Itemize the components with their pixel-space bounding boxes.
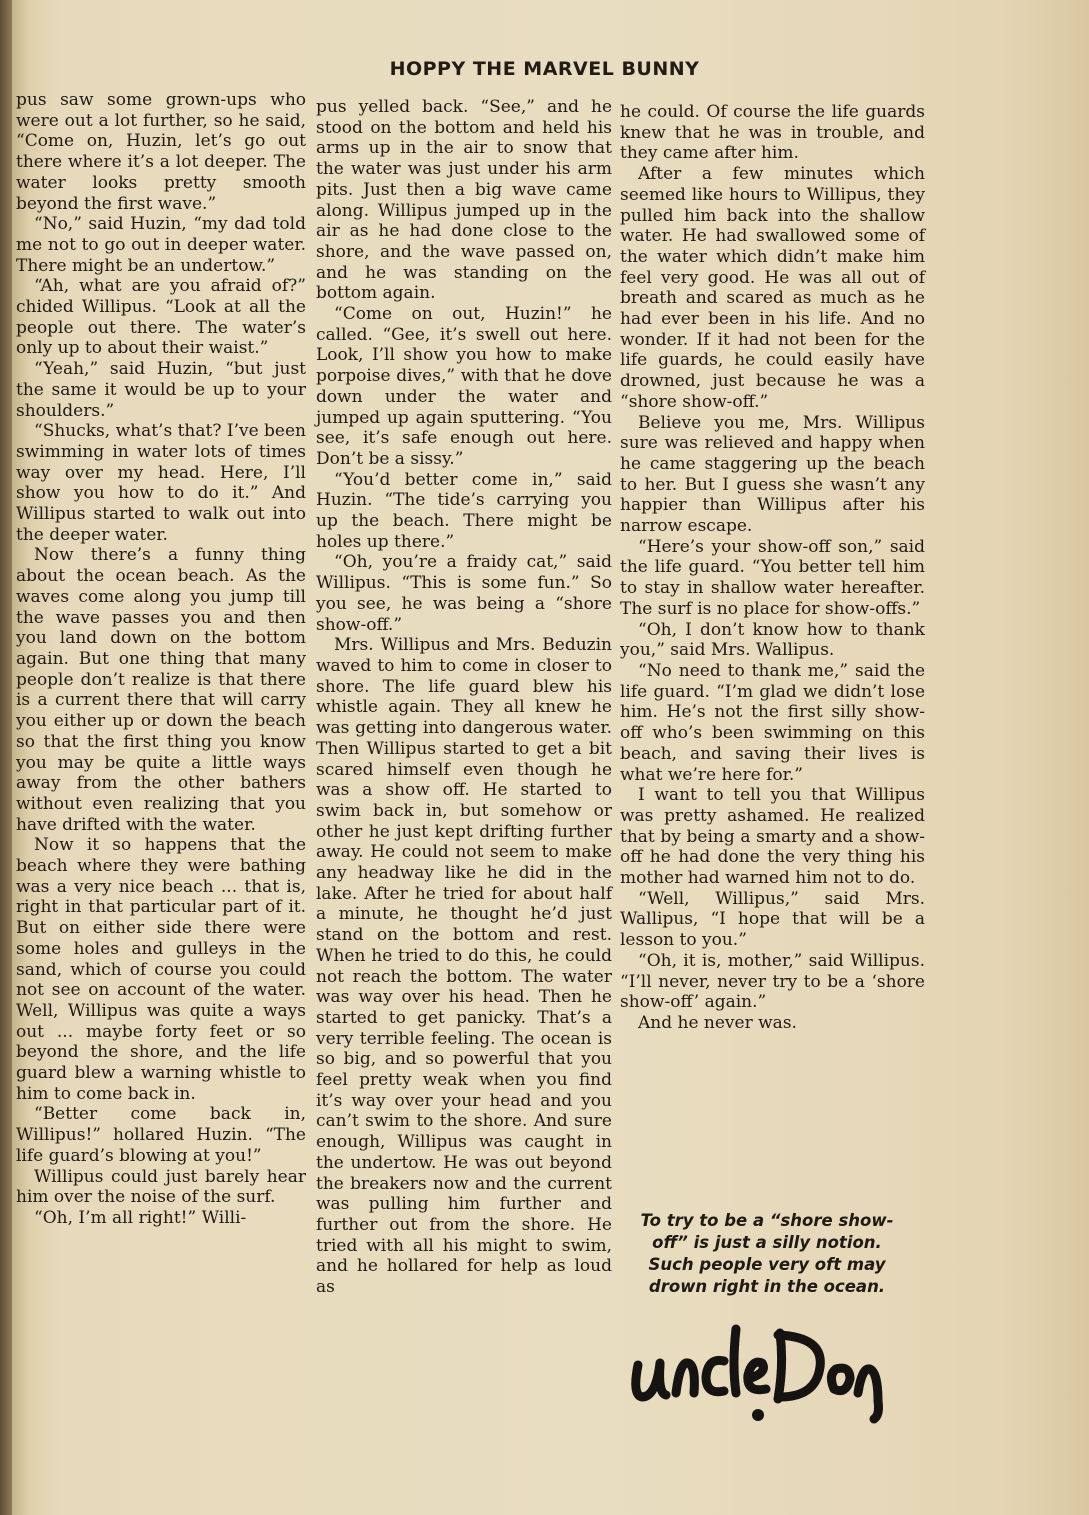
story-paragraph: I want to tell you that Willipus was pretty ashamed. He realized that by being a smarty and a show-off he had done the very thing his mother had warned him not to do.	[620, 785, 925, 889]
binding-edge	[0, 0, 12, 1515]
moral-line: drown right in the ocean.	[648, 1277, 886, 1296]
story-paragraph: pus yelled back. “See,” and he stood on the bottom and held his arms up in the air to snow that the water was just under his arm pits. Just then a big wave came along. Willipus jumped up in the air as he had done close to the shore, and the wave passed on, and he was standing on the bottom again.	[316, 97, 612, 304]
story-paragraph: “Come on out, Huzin!” he called. “Gee, it’s swell out here. Look, I’ll show you how to make porpoise dives,” with that he dove down under the water and jumped up again sputtering. “You see, it’s safe enough out here. Don’t be a sissy.”	[316, 304, 612, 469]
moral-line: off” is just a silly notion.	[652, 1233, 882, 1252]
text-column-3	[620, 102, 925, 1034]
moral-line: Such people very oft may	[648, 1255, 886, 1274]
story-paragraph: “No,” said Huzin, “my dad told me not to go out in deeper water. There might be an undertow.”	[16, 214, 306, 276]
text-column-1	[16, 90, 306, 1229]
story-paragraph: “No need to thank me,” said the life guard. “I’m glad we didn’t lose him. He’s not the first silly show-off who’s been swimming on this beach, and saving their lives is what we’re here for.”	[620, 660, 925, 785]
story-paragraph: Mrs. Willipus and Mrs. Beduzin waved to him to come in closer to shore. The life guard blew his whistle again. They all knew he was getting into dangerous water. Then Willipus started to get a bit scared himself even though he was a show off. He started to swim back in, but somehow or other he just kept drifting further away. He could not seem to make any headway like he did in the lake. After he tried for about half a minute, he thought he’d just stand on the bottom and rest. When he tried to do this, he could not reach the bottom. The water was way over his head. Then he started to get panicky. That’s a very terrible feeling. The ocean is so big, and so powerful that you feel pretty weak when you find it’s way over your head and you can’t swim to the shore. And sure enough, Willipus was caught in the undertow. He was out beyond the breakers now and the current was pulling him further and further out from the shore. He tried with all his might to swim, and he hollared for help as loud as	[316, 635, 612, 1298]
signature-icon	[628, 1315, 888, 1425]
moral-line: To try to be a “shore show-	[640, 1211, 894, 1230]
story-paragraph: After a few minutes which seemed like hours to Willipus, they pulled him back into the shallow water. He had swallowed some of the water which didn’t make him feel very good. He was all out of breath and scared as much as he had ever been in his life. And no wonder. If it had not been for the life guards, he could easily have drowned, just because he was a “shore show-off.”	[620, 164, 925, 412]
story-paragraph: “Here’s your show-off son,” said the life guard. “You better tell him to stay in shallow water hereafter. The surf is no place for show-offs.”	[620, 536, 925, 619]
story-paragraph: Willipus could just barely hear him over the noise of the surf.	[16, 1166, 306, 1208]
story-paragraph: Now there’s a funny thing about the ocean beach. As the waves come along you jump till the wave passes you and then you land down on the bottom again. But one thing that many people don’t realize is that there is a current there that will carry you either up or down the beach so that the first thing you know you may be quite a little ways away from the other bathers without even realizing that you have drifted with the water.	[16, 545, 306, 835]
story-paragraph: “Shucks, what’s that? I’ve been swimming in water lots of times way over my head. Here, I’ll show you how to do it.” And Willipus started to walk out into the deeper water.	[16, 421, 306, 545]
story-paragraph: “Ah, what are you afraid of?” chided Willipus. “Look at all the people out there. The water’s only up to about their waist.”	[16, 276, 306, 359]
story-paragraph: And he never was.	[638, 1012, 797, 1033]
story-paragraph: Now it so happens that the beach where they were bathing was a very nice beach ... that is, right in that particular part of it. But on either side there were some holes and gulleys in the sand, which of course you could not see on account of the water. Well, Willipus was quite a ways out ... maybe forty feet or so beyond the shore, and the life guard blew a warning whistle to him to come back in.	[16, 835, 306, 1104]
story-paragraph: “Yeah,” said Huzin, “but just the same it would be up to your shoulders.”	[16, 359, 306, 421]
story-paragraph: he could. Of course the life guards knew that he was in trouble, and they came after him.	[620, 102, 925, 164]
story-paragraph: “Oh, I’m all right!” Willi-	[34, 1207, 247, 1228]
story-paragraph: “You’d better come in,” said Huzin. “The tide’s carrying you up the beach. There might be holes up there.”	[316, 469, 612, 552]
story-paragraph: “Oh, I don’t know how to thank you,” said Mrs. Wallipus.	[620, 619, 925, 661]
moral-verse	[632, 1210, 902, 1298]
story-paragraph: “Well, Willipus,” said Mrs. Wallipus, “I hope that will be a lesson to you.”	[620, 888, 925, 951]
story-paragraph: “Oh, it is, mother,” said Willipus. “I’ll never, never try to be a ‘shore show-off’ again.”	[620, 950, 925, 1013]
story-paragraph: pus saw some grown-ups who were out a lot further, so he said, “Come on, Huzin, let’s go out there where it’s a lot deeper. The water looks pretty smooth beyond the first wave.”	[16, 90, 306, 214]
text-column-2	[316, 97, 612, 1298]
story-paragraph: “Oh, you’re a fraidy cat,” said Willipus. “This is some fun.” So you see, he was being a “shore show-off.”	[316, 552, 612, 635]
uncle-don-signature	[628, 1315, 888, 1425]
story-paragraph: “Better come back in, Willipus!” hollared Huzin. “The life guard’s blowing at you!”	[16, 1104, 306, 1166]
page-header: HOPPY THE MARVEL BUNNY	[389, 58, 700, 80]
story-paragraph: Believe you me, Mrs. Willipus sure was relieved and happy when he came staggering up the beach to her. But I guess she wasn’t any happier than Willipus after his narrow escape.	[620, 412, 925, 537]
